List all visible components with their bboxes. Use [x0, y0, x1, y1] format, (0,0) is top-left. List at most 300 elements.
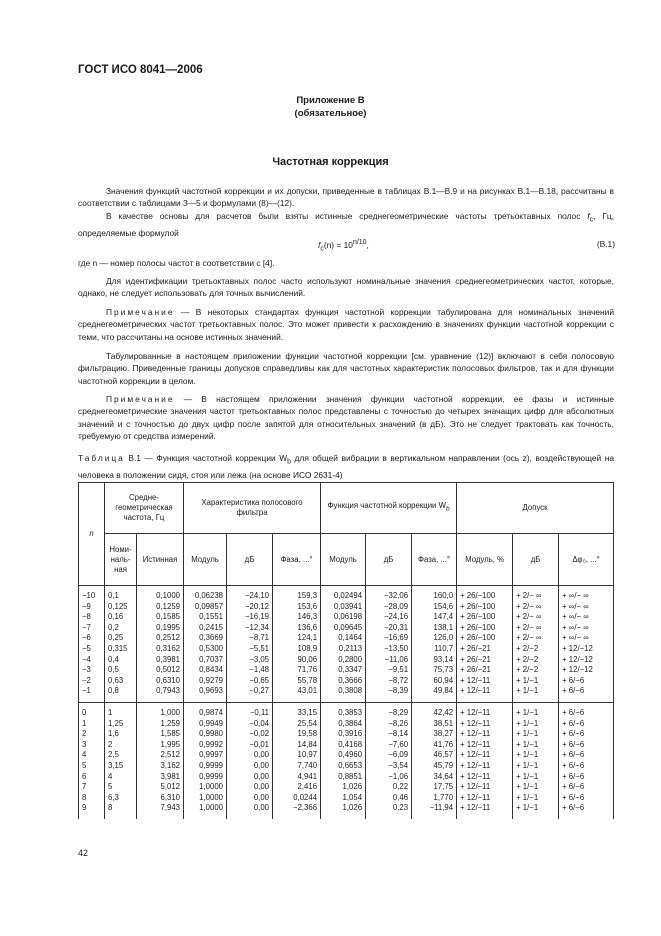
table-cell: 1,0000 — [184, 782, 227, 793]
table-cell: −24,10 — [227, 586, 273, 602]
table-row — [79, 782, 614, 793]
table-row — [79, 586, 614, 602]
table-cell: −8,29 — [366, 702, 412, 718]
table-cell: −11,94 — [412, 803, 457, 819]
table-cell: 55,78 — [273, 676, 321, 687]
table-cell: 147,4 — [412, 612, 457, 623]
table-cell: + 26/−21 — [457, 644, 513, 655]
table-cell: 0,63 — [105, 676, 137, 687]
table-row — [79, 740, 614, 751]
table-cell: −6 — [79, 633, 105, 644]
table-row — [79, 665, 614, 676]
table-cell: −8,39 — [366, 686, 412, 702]
table-cell: 2 — [105, 740, 137, 751]
table-cell: 2 — [79, 729, 105, 740]
table-cell: 93,14 — [412, 655, 457, 666]
table-cell: −13,50 — [366, 644, 412, 655]
table-cell: + 1/−1 — [513, 750, 559, 761]
table-cell: 0,6310 — [137, 676, 184, 687]
table-body-positive — [79, 702, 614, 818]
table-cell: 1,0000 — [184, 793, 227, 804]
table-cell: + 2/− ∞ — [513, 633, 559, 644]
table-cell: 10,97 — [273, 750, 321, 761]
table-cell: 49,84 — [412, 686, 457, 702]
table-cell: + 12/−11 — [457, 719, 513, 730]
table-cell: 1,0000 — [184, 803, 227, 819]
table-cell: 1,259 — [137, 719, 184, 730]
table-cell: + 12/−11 — [457, 676, 513, 687]
table-row — [79, 602, 614, 613]
table-cell: + 2/−2 — [513, 665, 559, 676]
table-cell: 6,310 — [137, 793, 184, 804]
table-cell: 3,15 — [105, 761, 137, 772]
table-cell: + 2/− ∞ — [513, 612, 559, 623]
table-cell: + ∞/− ∞ — [559, 586, 614, 602]
table-cell: 2,512 — [137, 750, 184, 761]
table-cell: 0,9874 — [184, 702, 227, 718]
table-cell: 45,79 — [412, 761, 457, 772]
table-cell: −7 — [79, 623, 105, 634]
table-cell: 4,941 — [273, 772, 321, 783]
table-cell: 0,03941 — [321, 602, 366, 613]
table-cell: + 26/−100 — [457, 612, 513, 623]
note-text: — В некоторых стандартах функция частотной коррекции табулирована для номинальных значений среднегеометрических частот третьоктавных полос. Это может привести к расхождению в значениях функции частотной коррекции с теми, что рассчитаны на основе истинных значений. — [78, 307, 614, 342]
table-cell: 0,1551 — [184, 612, 227, 623]
table-cell: 34,64 — [412, 772, 457, 783]
table-cell: −20,12 — [227, 602, 273, 613]
table-cell: 0,9997 — [184, 750, 227, 761]
table-cell: + 6/−6 — [559, 740, 614, 751]
paragraph: где n — номер полосы частот в соответствии с [4]. — [78, 258, 275, 268]
table-cell: 0,8 — [105, 686, 137, 702]
table-cell: + 1/−1 — [513, 761, 559, 772]
table-cell: 41,76 — [412, 740, 457, 751]
page-number: 42 — [78, 848, 89, 858]
table-cell: 19,58 — [273, 729, 321, 740]
table-cell: + 6/−6 — [559, 782, 614, 793]
header-weighting: Функция частотной коррекции $W_b$ — [321, 483, 457, 534]
table-cell: −8 — [79, 612, 105, 623]
table-cell: 1,770 — [412, 793, 457, 804]
table-cell: 1,585 — [137, 729, 184, 740]
paragraph-text: В качестве основы для расчетов были взяты истинные среднегеометрические частоты третьоктавных полос — [106, 211, 588, 221]
table-body-negative — [79, 586, 614, 703]
header-tol-modulus: Модуль, % — [457, 534, 513, 586]
table-cell: + 1/−1 — [513, 686, 559, 702]
table-cell: 1,054 — [321, 793, 366, 804]
table-cell: + 2/− ∞ — [513, 623, 559, 634]
table-cell: + 2/− ∞ — [513, 602, 559, 613]
table-cell: 46,57 — [412, 750, 457, 761]
table-cell: 25,54 — [273, 719, 321, 730]
table-row — [79, 644, 614, 655]
table-cell: −0,02 — [227, 729, 273, 740]
table-cell: 0,1464 — [321, 633, 366, 644]
table-cell: + 1/−1 — [513, 772, 559, 783]
table-cell: 0,9980 — [184, 729, 227, 740]
table-cell: 0,16 — [105, 612, 137, 623]
formula-exponent: n/10 — [352, 239, 367, 246]
table-cell: 2,416 — [273, 782, 321, 793]
table-cell: 0,06198 — [321, 612, 366, 623]
table-cell: + 12/−12 — [559, 644, 614, 655]
formula-body: (n) = 10 — [323, 239, 353, 250]
table-row — [79, 623, 614, 634]
table-cell: 0,9279 — [184, 676, 227, 687]
header-db: дБ — [227, 534, 273, 586]
table-cell: 5,012 — [137, 782, 184, 793]
table-cell: + 12/−11 — [457, 686, 513, 702]
table-row — [79, 612, 614, 623]
table-cell: 17,75 — [412, 782, 457, 793]
table-cell: 0,3864 — [321, 719, 366, 730]
table-cell: 3 — [79, 740, 105, 751]
table-cell: 14,84 — [273, 740, 321, 751]
table-cell: 0,09857 — [184, 602, 227, 613]
appendix-status: (обязательное) — [294, 108, 367, 119]
formula-number: (В.1) — [596, 239, 615, 249]
table-cell: + 12/−11 — [457, 782, 513, 793]
table-row — [79, 750, 614, 761]
table-cell: 154,6 — [412, 602, 457, 613]
table-cell: 0,5012 — [137, 665, 184, 676]
table-cell: 0,3347 — [321, 665, 366, 676]
table-cell: 0,00 — [227, 803, 273, 819]
table-caption — [78, 452, 614, 481]
table-cell: + 6/−6 — [559, 772, 614, 783]
formula-symbol: f — [318, 239, 321, 250]
table-cell: 33,15 — [273, 702, 321, 718]
table-cell: 7,943 — [137, 803, 184, 819]
table-row — [79, 633, 614, 644]
table-cell: + 12/−11 — [457, 772, 513, 783]
table-cell: −0,11 — [227, 702, 273, 718]
table-cell: −12,34 — [227, 623, 273, 634]
table-cell: 0,3162 — [137, 644, 184, 655]
header-nominal: Номи-наль-ная — [105, 534, 137, 586]
table-cell: + 26/−21 — [457, 665, 513, 676]
table-cell: 71,76 — [273, 665, 321, 676]
table-cell: 0,8434 — [184, 665, 227, 676]
note-text: — В настоящем приложении значения функции частотной коррекции, ее фазы и истинные среднегеометрические значения частот третьоктавных полос представлены с точностью до четырех значащих цифр для абсолютных значений и с точностью до двух цифр после запятой для относительных значений (в дБ). Это не следует трактовать как точность, требуемую от средства измерений. — [78, 394, 614, 441]
table-cell: 0,0244 — [273, 793, 321, 804]
table-caption-text: В.1 — Функция частотной коррекции W — [124, 453, 288, 463]
table-cell: 0,00 — [227, 782, 273, 793]
table-cell: + 1/−1 — [513, 740, 559, 751]
table-cell: 0,1259 — [137, 602, 184, 613]
table-cell: 110,7 — [412, 644, 457, 655]
header-n: n — [79, 483, 105, 586]
table-cell: 1 — [105, 702, 137, 718]
table-cell: 0,3853 — [321, 702, 366, 718]
table-cell: −0,65 — [227, 676, 273, 687]
table-cell: 108,9 — [273, 644, 321, 655]
note-label: Примечание — [106, 394, 175, 404]
table-cell: + 6/−6 — [559, 729, 614, 740]
table-cell: 0,125 — [105, 602, 137, 613]
table-cell: −3 — [79, 665, 105, 676]
table-cell: −9,51 — [366, 665, 412, 676]
table-cell: 0,1995 — [137, 623, 184, 634]
table-cell: 0,02494 — [321, 586, 366, 602]
frequency-subscript: c — [589, 216, 594, 224]
header-phase: Фаза, ...° — [273, 534, 321, 586]
table-cell: 2,5 — [105, 750, 137, 761]
table-cell: 0,2 — [105, 623, 137, 634]
table-cell: 1,026 — [321, 782, 366, 793]
note — [78, 306, 614, 343]
table-cell: + 1/−1 — [513, 676, 559, 687]
table-cell: −16,69 — [366, 633, 412, 644]
table-cell: 9 — [79, 803, 105, 819]
table-row — [79, 702, 614, 718]
header-filter: Характеристика полосового фильтра — [184, 483, 321, 534]
table-cell: + 6/−6 — [559, 702, 614, 718]
table-cell: 0,2415 — [184, 623, 227, 634]
table-cell: + 6/−6 — [559, 750, 614, 761]
header-tol-phase: Δφ₀, ...° — [559, 534, 614, 586]
table-cell: −8,14 — [366, 729, 412, 740]
table-cell: + 1/−1 — [513, 719, 559, 730]
table-cell: 0,00 — [227, 761, 273, 772]
table-cell: 0,1585 — [137, 612, 184, 623]
table-cell: −2 — [79, 676, 105, 687]
table-cell: 7,740 — [273, 761, 321, 772]
table-cell: −32,06 — [366, 586, 412, 602]
table-cell: + 1/−1 — [513, 782, 559, 793]
table-cell: + 2/− ∞ — [513, 586, 559, 602]
table-cell: 0,7943 — [137, 686, 184, 702]
table-cell: 0,3916 — [321, 729, 366, 740]
paragraph: Для идентификации третьоктавных полос часто используют номинальные значения среднегеометрических частот, которые, однако, не следует использовать для точных вычислений. — [78, 276, 614, 299]
table-cell: + 12/−11 — [457, 761, 513, 772]
table-cell: −0,01 — [227, 740, 273, 751]
table-cell: −2,366 — [273, 803, 321, 819]
table-cell: 0,9999 — [184, 761, 227, 772]
table-cell: + 12/−12 — [559, 665, 614, 676]
table-cell: 1,25 — [105, 719, 137, 730]
table-row — [79, 729, 614, 740]
appendix-title: Приложение В — [296, 95, 365, 106]
table-cell: 0,4960 — [321, 750, 366, 761]
standard-header: ГОСТ ИСО 8041—2006 — [78, 64, 203, 76]
table-cell: + 2/−2 — [513, 655, 559, 666]
header-w-modulus: Модуль — [321, 534, 366, 586]
table-cell: −6,09 — [366, 750, 412, 761]
paragraph: Значения функций частотной коррекции и их допуски, приведенные в таблицах В.1—В.9 и на рисунках В.1—В.18, рассчитаны в соответствии с таблицами 3—5 и формулами (8)—(12). — [78, 186, 614, 209]
table-cell: + 26/−100 — [457, 602, 513, 613]
header-true: Истинная — [137, 534, 184, 586]
table-cell: 0,315 — [105, 644, 137, 655]
paragraph-text: , Гц, определяемые формулой — [78, 211, 614, 238]
table-cell: 0,2512 — [137, 633, 184, 644]
note — [78, 393, 614, 442]
table-cell: + ∞/− ∞ — [559, 633, 614, 644]
table-cell: + 12/−11 — [457, 740, 513, 751]
table-row — [79, 655, 614, 666]
table-cell: 159,3 — [273, 586, 321, 602]
table-cell: 0,9992 — [184, 740, 227, 751]
table-cell: 0,1 — [105, 586, 137, 602]
table-cell: 8 — [105, 803, 137, 819]
table-cell: 0,7037 — [184, 655, 227, 666]
table-cell: 3,981 — [137, 772, 184, 783]
table-cell: −1,06 — [366, 772, 412, 783]
table-cell: −20,31 — [366, 623, 412, 634]
table-cell: 43,01 — [273, 686, 321, 702]
table-caption-subscript: b — [287, 458, 292, 466]
table-cell: + 12/−11 — [457, 803, 513, 819]
table-cell: −0,27 — [227, 686, 273, 702]
table-cell: + ∞/− ∞ — [559, 623, 614, 634]
table-cell: 4 — [79, 750, 105, 761]
table-cell: 0,2800 — [321, 655, 366, 666]
table-cell: −5 — [79, 644, 105, 655]
table-cell: 6,3 — [105, 793, 137, 804]
table-cell: + 26/−100 — [457, 586, 513, 602]
table-cell: + ∞/− ∞ — [559, 612, 614, 623]
table-cell: 0,09645 — [321, 623, 366, 634]
table-cell: + 12/−11 — [457, 793, 513, 804]
table-cell: + 6/−6 — [559, 676, 614, 687]
table-cell: −8,72 — [366, 676, 412, 687]
table-cell: 1 — [79, 719, 105, 730]
table-cell: −10 — [79, 586, 105, 602]
table-cell: 1,6 — [105, 729, 137, 740]
table-caption-label: Таблица — [78, 453, 125, 463]
table-cell: −8,71 — [227, 633, 273, 644]
table-cell: 0,9693 — [184, 686, 227, 702]
table-cell: 126,0 — [412, 633, 457, 644]
table-cell: + 12/−11 — [457, 702, 513, 718]
header-tolerance: Допуск — [457, 483, 614, 534]
table-cell: + 12/−11 — [457, 750, 513, 761]
table-cell: 0,46 — [366, 793, 412, 804]
table-cell: −1 — [79, 686, 105, 702]
table-cell: + 6/−6 — [559, 686, 614, 702]
table-cell: 0,5300 — [184, 644, 227, 655]
paragraph: Табулированные в настоящем приложении функции частотной коррекции [см. уравнение (12)] включают в себя полосовую фильтрацию. Приведенные границы допусков справедливы как для частотных характеристик полосовых фильтров, так и для функции частотной коррекции в целом. — [78, 351, 614, 386]
table-cell: 1,995 — [137, 740, 184, 751]
table-row — [79, 761, 614, 772]
table-cell: 0,3981 — [137, 655, 184, 666]
table-cell: 4 — [105, 772, 137, 783]
table-cell: + 12/−12 — [559, 655, 614, 666]
table-cell: 0,5 — [105, 665, 137, 676]
table-cell: 146,3 — [273, 612, 321, 623]
formula-end: , — [366, 239, 369, 250]
table-cell: 0,00 — [227, 750, 273, 761]
table-cell: −7,60 — [366, 740, 412, 751]
table-cell: 0,6653 — [321, 761, 366, 772]
table-cell: 124,1 — [273, 633, 321, 644]
table-cell: 0,2113 — [321, 644, 366, 655]
table-cell: + 26/−100 — [457, 633, 513, 644]
table-row — [79, 676, 614, 687]
table-cell: −4 — [79, 655, 105, 666]
formula — [318, 239, 369, 252]
table-cell: + ∞/− ∞ — [559, 602, 614, 613]
table-cell: + 6/−6 — [559, 803, 614, 819]
formula-subscript: c — [320, 245, 324, 253]
table-cell: 136,6 — [273, 623, 321, 634]
table-cell: −16,19 — [227, 612, 273, 623]
table-cell: 42,42 — [412, 702, 457, 718]
paragraph — [78, 210, 614, 239]
table-cell: −5,51 — [227, 644, 273, 655]
table-cell: −24,16 — [366, 612, 412, 623]
table-cell: 0,3808 — [321, 686, 366, 702]
header-frequency: Средне-геометрическая частота, Гц — [105, 483, 184, 534]
table-cell: 90,06 — [273, 655, 321, 666]
table-cell: 0,3666 — [321, 676, 366, 687]
table-cell: + 1/−1 — [513, 729, 559, 740]
section-title: Частотная коррекция — [272, 156, 389, 168]
frequency-symbol: f — [587, 211, 590, 221]
table-cell: 0,00 — [227, 793, 273, 804]
table-cell: + 2/−2 — [513, 644, 559, 655]
table-cell: 0,9999 — [184, 772, 227, 783]
table-cell: 0,3669 — [184, 633, 227, 644]
table-cell: + 1/−1 — [513, 793, 559, 804]
table-cell: −8,26 — [366, 719, 412, 730]
table-cell: 8 — [79, 793, 105, 804]
table-cell: 75,73 — [412, 665, 457, 676]
table-cell: 0,25 — [105, 633, 137, 644]
table-cell: 38,27 — [412, 729, 457, 740]
table-cell: + 26/−100 — [457, 623, 513, 634]
table-row — [79, 772, 614, 783]
table-row — [79, 793, 614, 804]
table-cell: 0,4168 — [321, 740, 366, 751]
table-row — [79, 686, 614, 702]
table-cell: + 26/−21 — [457, 655, 513, 666]
table-caption-rest: для общей вибрации в вертикальном направлении (ось z), воздействующей на человека в положении сидя, стоя или лежа (на основе ИСО 2631-4) — [78, 453, 615, 480]
weighting-table — [78, 482, 614, 819]
note-label: Примечание — [106, 307, 175, 317]
table-cell: −9 — [79, 602, 105, 613]
table-cell: −0,04 — [227, 719, 273, 730]
table-cell: 60,94 — [412, 676, 457, 687]
table-cell: −3,05 — [227, 655, 273, 666]
table-cell: 7 — [79, 782, 105, 793]
table-cell: 0 — [79, 702, 105, 718]
table-cell: + 6/−6 — [559, 761, 614, 772]
table-cell: + 6/−6 — [559, 793, 614, 804]
table-cell: + 12/−11 — [457, 729, 513, 740]
table-cell: + 1/−1 — [513, 702, 559, 718]
table-cell: 160,0 — [412, 586, 457, 602]
table-cell: 0,06238 — [184, 586, 227, 602]
table-cell: 1,026 — [321, 803, 366, 819]
table-cell: 0,23 — [366, 803, 412, 819]
table-cell: 0,4 — [105, 655, 137, 666]
table-cell: −28,09 — [366, 602, 412, 613]
table-cell: 1,000 — [137, 702, 184, 718]
header-w-db: дБ — [366, 534, 412, 586]
table-cell: + 1/−1 — [513, 803, 559, 819]
table-cell: 3,162 — [137, 761, 184, 772]
header-w-phase: Фаза, ...° — [412, 534, 457, 586]
table-cell: + 6/−6 — [559, 719, 614, 730]
table-row — [79, 719, 614, 730]
table-cell: −1,48 — [227, 665, 273, 676]
table-cell: 38,51 — [412, 719, 457, 730]
header-modulus: Модуль — [184, 534, 227, 586]
table-cell: −11,06 — [366, 655, 412, 666]
table-cell: 153,6 — [273, 602, 321, 613]
table-cell: 5 — [79, 761, 105, 772]
